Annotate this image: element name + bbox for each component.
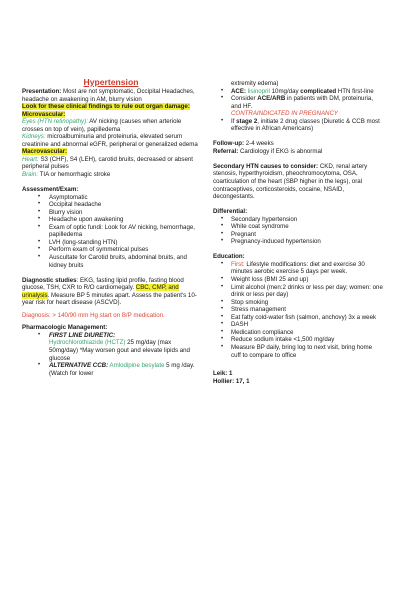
- macrovascular-heading: [22, 148, 200, 156]
- list-item: • Exam of optic fundi: Look for AV nicking, hemorrhage, papilledema: [49, 224, 200, 239]
- ace-drug: lisinopril: [246, 87, 270, 95]
- differential-list: [213, 216, 383, 246]
- list-item: • Pregnant: [231, 231, 383, 239]
- list-item: [49, 332, 200, 362]
- eyes-label: Eyes (HTN retinopathy):: [22, 118, 88, 126]
- heart-text: S3 (CHF), S4 (LEH), carotid bruits, decreased or absent peripheral pulses: [22, 155, 193, 171]
- eyes-text: AV nicking (causes when arteriole crosses on top of vein), papilledema: [22, 118, 182, 133]
- pharm-list-continued: [213, 88, 383, 133]
- continued-text: extremity edema): [231, 80, 279, 87]
- list-item: [231, 118, 383, 133]
- ace-label: ACE:: [231, 87, 247, 95]
- list-item: • Asymptomatic: [49, 194, 200, 202]
- brain-text: TIA or hemorrhagic stroke: [38, 171, 111, 179]
- education-list: [213, 261, 383, 359]
- ace-text-1: 10mg/day: [269, 87, 301, 95]
- heart-finding: [22, 156, 200, 171]
- list-item: • Stop smoking: [231, 299, 383, 307]
- ace-complicated: complicated: [300, 87, 337, 95]
- list-item: [231, 88, 383, 96]
- list-item: • Medication compliance: [231, 329, 383, 337]
- diagnostic-text-1: : EKG, fasting lipid profile, fasting blood glucose, TSH, CXR to R/O cardiomegaly.: [22, 276, 184, 292]
- list-item: • Blurry vision: [49, 209, 200, 217]
- consider-text-2: in patients with DM, proteinuria, and HF.: [231, 95, 373, 110]
- list-item: • Auscultate for Carotid bruits, abdominal bruits, and kidney bruits: [49, 254, 200, 269]
- stage2-text-1: If: [231, 117, 237, 125]
- secondary-text: CKD, renal artery stenosis, hyperthyroidism, pheochromocytoma, OSA, coarticulation of the heart (SBP higher in the legs), oral contraceptives, corticosteroids, cocaine, NSAID, decongestants.: [213, 162, 368, 201]
- ccb-label: ALTERNATIVE CCB:: [49, 362, 109, 370]
- hollier-reference: Hollier: 17, 1: [213, 377, 250, 385]
- list-item: • White coat syndrome: [231, 223, 383, 231]
- list-item: • Measure BP daily, bring log to next visit, bring home cuff to compare to office: [231, 344, 383, 359]
- secondary-causes: [213, 163, 383, 201]
- microvascular-label: Microvascular:: [22, 110, 66, 118]
- diagnostic-studies: [22, 277, 200, 307]
- consider-text-1: Consider: [231, 95, 258, 103]
- kidneys-text: microalbuminuria and proteinuria, elevated serum creatinine and abnormal eGFR, peripheral or generalized edema: [22, 133, 198, 148]
- education-first-text: Lifestyle modifications: diet and exercise 30 minutes aerobic exercise 5 days per week.: [231, 260, 365, 276]
- stage2-text-2: , initiate 2 drug classes (Diuretic & CCB most effective in African Americans): [231, 117, 380, 133]
- referral-text: Cardiology if EKG is abnormal: [238, 147, 323, 155]
- list-item: • Weight loss (BMI 25 and up): [231, 276, 383, 284]
- ccb-drug: Amlodipine besylate: [108, 362, 165, 370]
- list-item: • Eat fatty cold-water fish (salmon, anchovy) 3x a week: [231, 314, 383, 322]
- brain-label: Brain:: [22, 171, 39, 179]
- brain-finding: [22, 171, 200, 179]
- differential-heading: Differential:: [213, 208, 248, 216]
- assessment-heading: Assessment/Exam:: [22, 186, 79, 194]
- contraindicated-text: CONTRAINDICATED IN PREGNANCY: [231, 110, 339, 118]
- consider-bold: ACE/ARB: [257, 95, 286, 103]
- secondary-label: Secondary HTN causes to consider:: [213, 162, 319, 170]
- eyes-finding: [22, 118, 200, 133]
- followup-text: 2-4 weeks: [244, 140, 274, 148]
- heart-label: Heart:: [22, 155, 39, 163]
- follow-up: [213, 140, 383, 148]
- presentation-text: Most are not symptomatic, Occipital Headaches, headache on awakening in AM, blurry vision: [22, 88, 195, 103]
- list-item: • Occipital headache: [49, 201, 200, 209]
- list-item: • Pregnancy-induced hypertension: [231, 238, 383, 246]
- right-column: [213, 80, 383, 385]
- assessment-list: [22, 194, 200, 269]
- education-first-label: First:: [231, 260, 245, 268]
- presentation-label: Presentation:: [22, 88, 62, 95]
- first-line-label: FIRST LINE DIURETIC:: [49, 331, 116, 339]
- diagnostic-text-2: . Measure BP 5 minutes apart. Assess the patient's 10-year risk for heart disease (ASCVD).: [22, 291, 197, 307]
- list-item: • LVH (long-standing HTN): [49, 239, 200, 247]
- ccb-text: 5 mg /day. (Watch for lower: [49, 362, 195, 377]
- list-item: • Limit alcohol (men:2 drinks or less per day; women: one drink or less per day): [231, 284, 383, 299]
- presentation: [22, 88, 200, 103]
- stage2-bold: stage 2: [236, 117, 258, 125]
- pharm-list: [22, 332, 200, 377]
- left-column: [22, 77, 200, 377]
- look-for-text: Look for these clinical findings to rule out organ damage:: [22, 103, 190, 111]
- first-line-text: 25 mg/day (max 50mg/day) *May worsen gout and elevate lipids and glucose: [49, 339, 190, 362]
- list-item: [231, 261, 383, 276]
- list-item: [231, 95, 383, 118]
- kidneys-label: Kidneys:: [22, 133, 46, 141]
- list-item: • Headache upon awakening: [49, 216, 200, 224]
- first-line-drug: Hydrochlorothiazide (HCTZ): [49, 339, 126, 347]
- page-title: Hypertension: [83, 77, 139, 87]
- education-heading: Education:: [213, 253, 245, 261]
- list-item: • Perform exam of symmetrical pulses: [49, 246, 200, 254]
- look-for-heading: [22, 103, 200, 111]
- diagnostic-label: Diagnostic studies: [22, 276, 77, 284]
- leik-reference: Leik: 1: [213, 370, 233, 378]
- kidneys-finding: [22, 133, 200, 148]
- macrovascular-label: Macrovascular:: [22, 148, 68, 156]
- list-item: • DASH: [231, 321, 383, 329]
- list-item: • Reduce sodium intake <1,500 mg/day: [231, 336, 383, 344]
- ace-text-2: HTN first-line: [336, 87, 374, 95]
- list-item: • Secondary hypertension: [231, 216, 383, 224]
- referral: [213, 148, 383, 156]
- microvascular-heading: [22, 111, 200, 119]
- diagnosis: Diagnosis: > 140/90 mm Hg start on B/P medication.: [22, 311, 165, 319]
- list-item: [49, 362, 200, 377]
- diagnostic-highlight: CBC, CMP, and urinalysis: [22, 284, 179, 299]
- referral-label: Referral:: [213, 147, 239, 155]
- followup-label: Follow-up:: [213, 140, 245, 148]
- pharm-heading: Pharmacologic Management:: [22, 324, 108, 332]
- list-item: • Stress management: [231, 306, 383, 314]
